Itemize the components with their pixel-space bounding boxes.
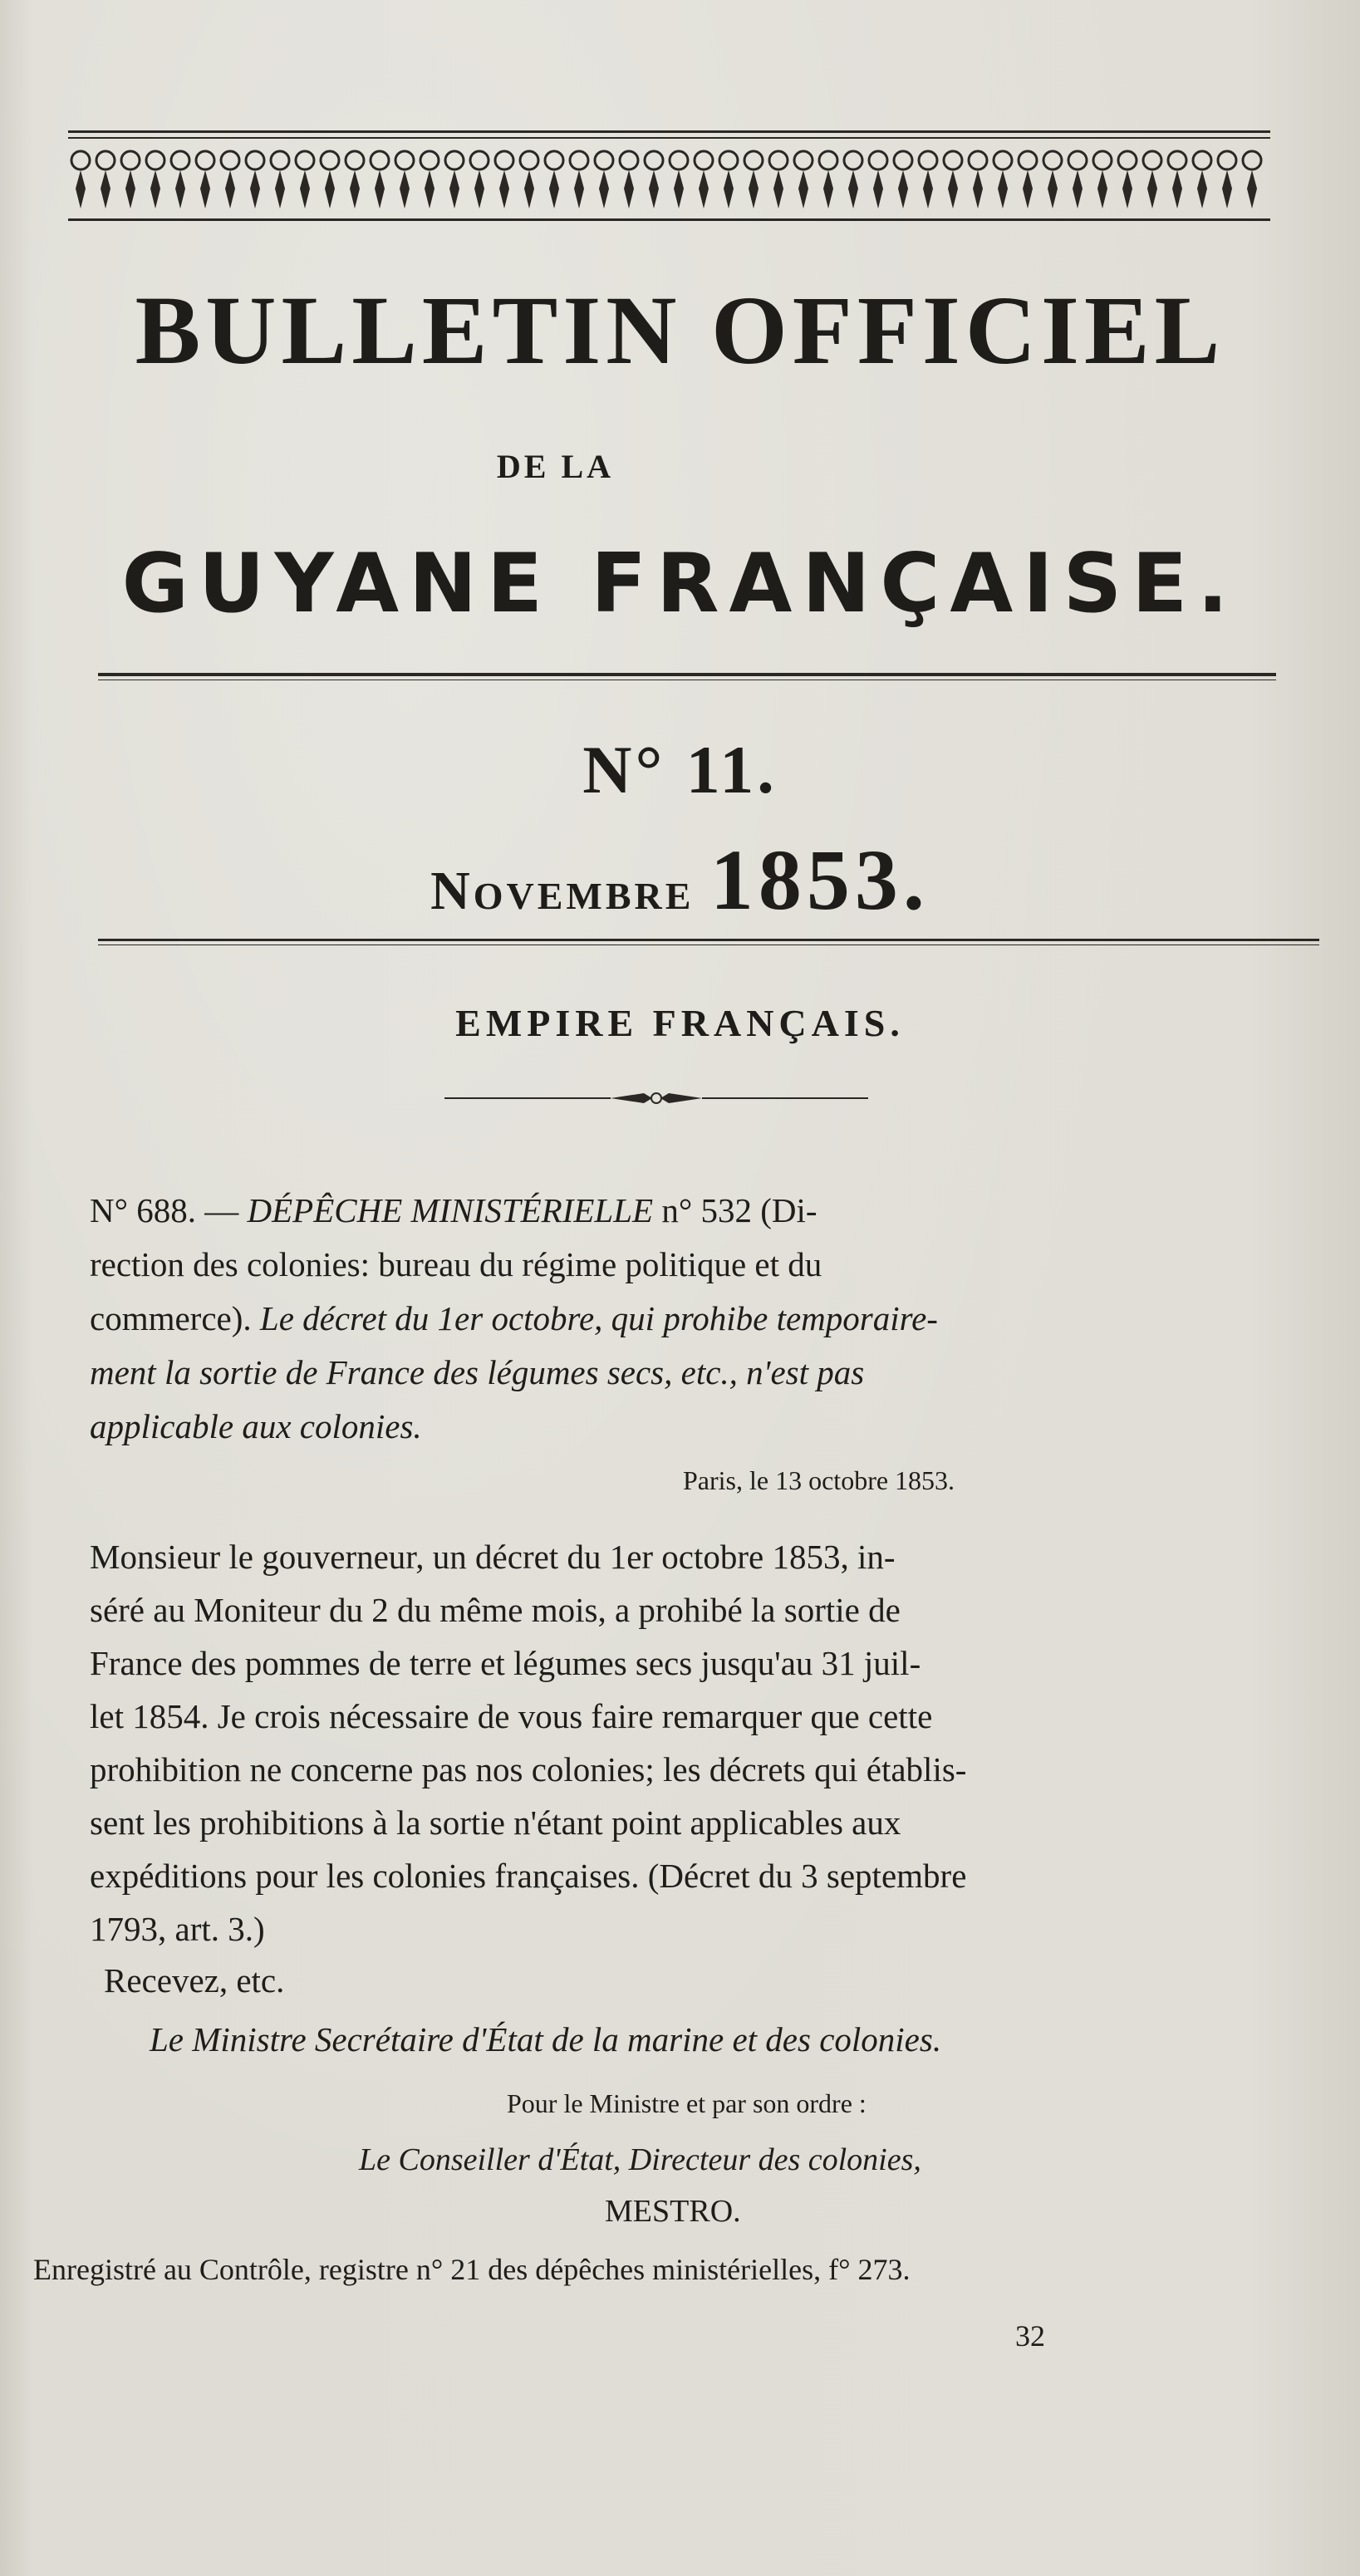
decree-heading-line3 [90,1292,938,1345]
decree-heading-line1 [90,1184,817,1237]
page-number: 32 [1015,2319,1045,2353]
issue-number: N° 11. [582,732,778,807]
colony-title: GUYANE FRANÇAISE. [121,537,1239,631]
body-line: France des pommes de terre et légumes secs jusqu'au 31 juil- [90,1644,921,1682]
body-line: expéditions pour les colonies françaises. (Décret du 3 septembre [90,1857,967,1895]
body-line: let 1854. Je crois nécessaire de vous faire remarquer que cette [90,1697,933,1735]
decree-ref: n° 532 (Di- [653,1191,817,1229]
issue-year: 1853. [709,832,930,928]
divider-ornament-icon [444,1088,868,1108]
signature: MESTRO. [605,2194,741,2229]
decree-line3-italic: Le décret du 1er octobre, qui prohibe temporaire- [259,1299,938,1337]
decree-heading-line2: rection des colonies: bureau du régime politique et du [90,1245,822,1283]
body-line: séré au Moniteur du 2 du même mois, a prohibé la sortie de [90,1591,901,1629]
decree-heading-line5: applicable aux colonies. [90,1407,422,1445]
body-line: 1793, art. 3.) [90,1910,265,1948]
decree-number: N° 688. — [90,1191,248,1229]
closing: Recevez, etc. [104,1961,285,1999]
signatory-line: Le Ministre Secrétaire d'État de la marine et des colonies. [150,2020,942,2058]
decree-line3-roman: commerce). [90,1299,260,1337]
counsellor-line: Le Conseiller d'État, Directeur des colonies, [359,2142,921,2177]
body-line: prohibition ne concerne pas nos colonies; les décrets qui établis- [90,1750,967,1788]
title-rule [98,673,1276,676]
body-line: Monsieur le gouverneur, un décret du 1er octobre 1853, in- [90,1538,896,1576]
bulletin-title: BULLETIN OFFICIEL [135,276,1225,385]
dateline: Paris, le 13 octobre 1853. [683,1465,955,1495]
title-de-la: DE LA [496,448,615,485]
ornamental-border-icon [68,129,1270,227]
registration-line: Enregistré au Contrôle, registre n° 21 des dépêches ministérielles, f° 273. [33,2253,911,2286]
decree-title: DÉPÊCHE MINISTÉRIELLE [247,1191,654,1229]
body-line: sent les prohibitions à la sortie n'étant point applicables aux [90,1803,901,1842]
issue-rule [98,939,1319,941]
decree-heading-line4: ment la sortie de France des légumes secs, etc., n'est pas [90,1353,865,1391]
order-line: Pour le Ministre et par son ordre : [507,2088,867,2118]
section-heading: EMPIRE FRANÇAIS. [455,1002,905,1044]
issue-month: Novembre [430,861,695,921]
issue-date [0,831,1360,930]
